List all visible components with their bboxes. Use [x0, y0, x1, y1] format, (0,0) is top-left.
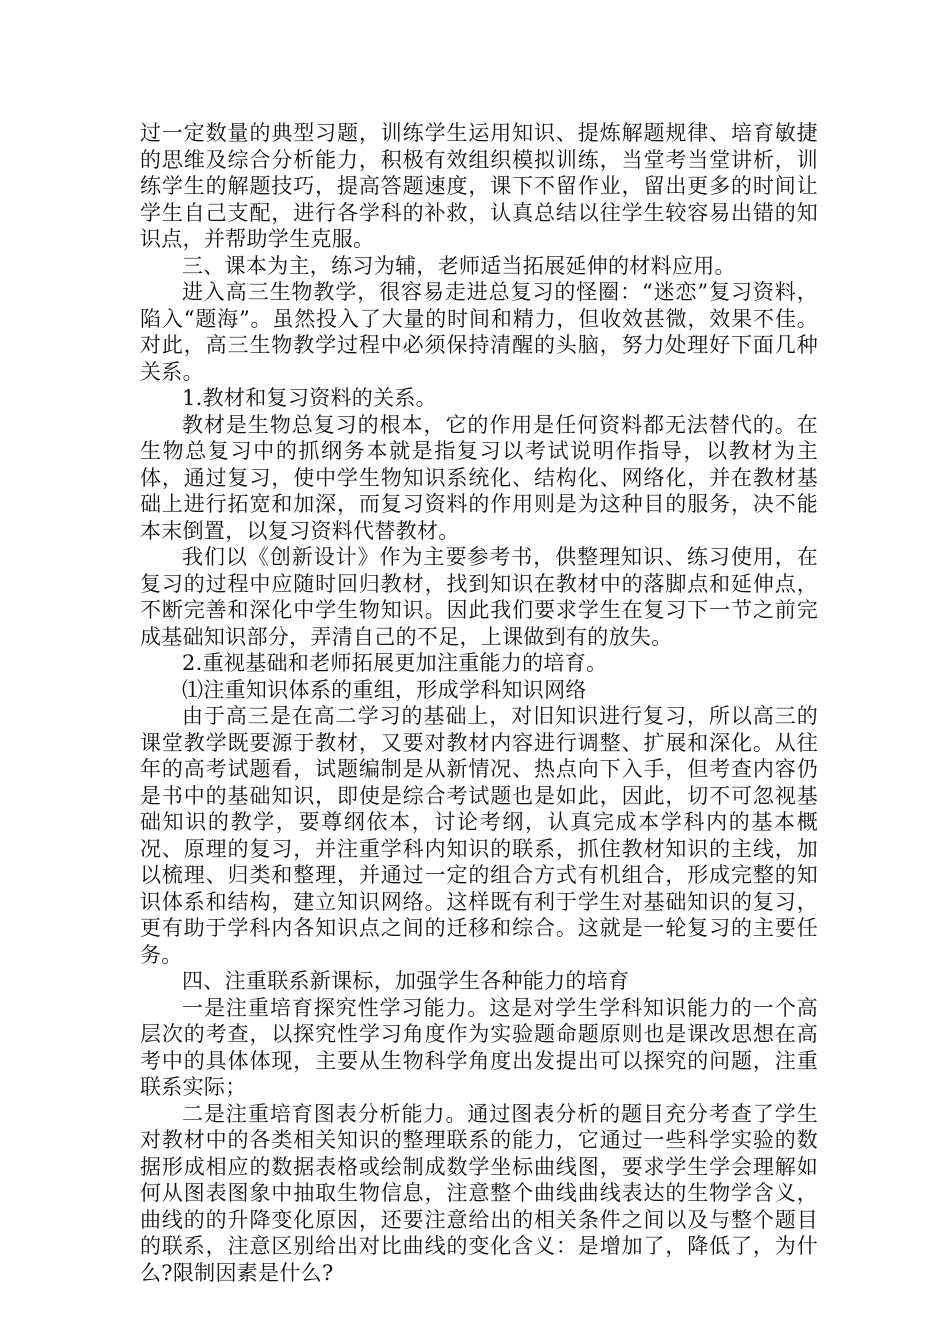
document-body [140, 120, 818, 1286]
paragraph-1: 过一定数量的典型习题，训练学生运用知识、提炼解题规律、培育敏捷的思维及综合分析能力，积极有效组织模拟训练，当堂考当堂讲析，训练学生的解题技巧，提高答题速度，课下不留作业，留出更多的时间让学生自己支配，进行各学科的补救，认真总结以往学生较容易出错的知识点，并帮助学生克服。 [140, 121, 818, 251]
paragraph-7: 二是注重培育图表分析能力。通过图表分析的题目充分考查了学生对教材中的各类相关知识的整理联系的能力，它通过一些科学实验的数据形成相应的数据表格或绘制成数学坐标曲线图，要求学生学会理解如何从图表图象中抽取生物信息，注意整个曲线曲线表达的生物学含义，曲线的的升降变化原因，还要注意给出的相关条件之间以及与整个题目的联系，注意区别给出对比曲线的变化含义：是增加了，降低了，为什么?限制因素是什么? [140, 1101, 818, 1285]
paragraph-2: 进入高三生物教学，很容易走进总复习的怪圈：“迷恋”复习资料，陷入“题海”。虽然投入了大量的时间和精力，但收效甚微，效果不佳。对此，高三生物教学过程中必须保持清醒的头脑，努力处理好下面几种关系。 [140, 280, 818, 384]
paragraph-5: 由于高三是在高二学习的基础上，对旧知识进行复习，所以高三的课堂教学既要源于教材，又要对教材内容进行调整、扩展和深化。从往年的高考试题看，试题编制是从新情况、热点向下入手，但考查内容仍是书中的基础知识，即使是综合考试题也是如此，因此，切不可忽视基础知识的教学，要尊纲依本，讨论考纲，认真完成本学科内的基本概况、原理的复习，并注重学科内知识的联系，抓住教材知识的主线，加以梳理、归类和整理，并通过一定的组合方式有机组合，形成完整的知识体系和结构，建立知识网络。这样既有利于学生对基础知识的复习，更有助于学科内各知识点之间的迁移和综合。这就是一轮复习的主要任务。 [140, 704, 818, 967]
paragraph-3: 教材是生物总复习的根本，它的作用是任何资料都无法替代的。在生物总复习中的抓纲务本就是指复习以考试说明作指导，以教材为主体，通过复习，使中学生物知识系统化、结构化、网络化，并在教材基础上进行拓宽和加深，而复习资料的作用则是为这种目的服务，决不能本末倒置，以复习资料代替教材。 [140, 412, 818, 543]
subheading-2: 2.重视基础和老师拓展更加注重能力的培育。 [182, 651, 608, 675]
subheading-1: 1.教材和复习资料的关系。 [182, 386, 437, 410]
section-heading-4: 四、注重联系新课标，加强学生各种能力的培育 [182, 969, 630, 993]
paragraph-6: 一是注重培育探究性学习能力。这是对学生学科知识能力的一个高层次的考查，以探究性学习角度作为实验题命题原则也是课改思想在高考中的具体体现，主要从生物科学角度出发提出可以探究的问题，注重联系实际； [140, 995, 818, 1099]
section-heading-3: 三、课本为主，练习为辅，老师适当拓展延伸的材料应用。 [182, 253, 736, 278]
paragraph-4: 我们以《创新设计》作为主要参考书，供整理知识、练习使用，在复习的过程中应随时回归教材，找到知识在教材中的落脚点和延伸点，不断完善和深化中学生物知识。因此我们要求学生在复习下一节之前完成基础知识部分，弄清自己的不足，上课做到有的放失。 [140, 545, 818, 649]
subheading-2-1: ⑴注重知识体系的重组，形成学科知识网络 [182, 677, 587, 702]
